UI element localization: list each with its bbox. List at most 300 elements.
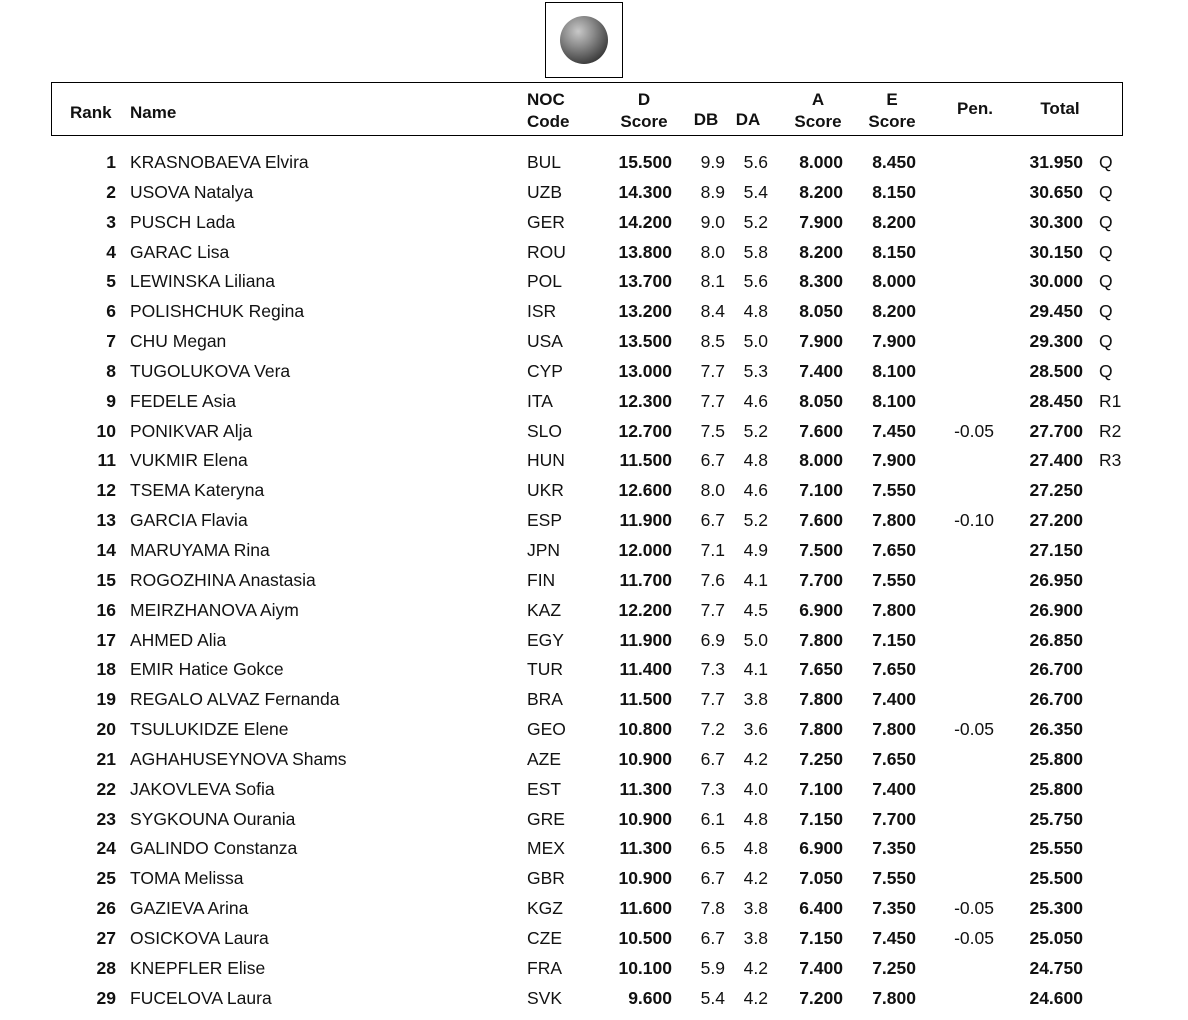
da-value: 4.8 xyxy=(743,838,768,859)
noc-code: TUR xyxy=(527,659,563,680)
table-row xyxy=(0,446,1188,476)
noc-code: AZE xyxy=(527,748,562,769)
total-score: 25.550 xyxy=(1029,838,1083,859)
noc-code: KAZ xyxy=(527,599,562,620)
noc-code: CYP xyxy=(527,360,563,381)
total-score: 24.750 xyxy=(1029,957,1083,978)
apparatus-logo xyxy=(545,2,623,78)
athlete-name: KRASNOBAEVA Elvira xyxy=(130,152,309,172)
db-value: 5.4 xyxy=(700,987,725,1008)
noc-code: UZB xyxy=(527,181,562,202)
athlete-name: MARUYAMA Rina xyxy=(130,539,270,560)
total-score: 27.250 xyxy=(1029,480,1083,501)
e-score: 8.200 xyxy=(872,211,916,232)
a-score: 7.900 xyxy=(799,331,843,352)
db-value: 8.1 xyxy=(700,271,725,292)
da-value: 3.8 xyxy=(743,898,768,919)
a-score: 7.800 xyxy=(799,719,843,740)
d-score: 12.000 xyxy=(618,539,672,560)
total-score: 25.050 xyxy=(1029,927,1083,948)
da-value: 4.2 xyxy=(743,868,768,889)
athlete-name: PONIKVAR Alja xyxy=(130,420,253,441)
a-score: 7.800 xyxy=(799,689,843,710)
total-score: 24.600 xyxy=(1029,987,1083,1008)
rank-cell: 6 xyxy=(106,301,116,322)
noc-code: EGY xyxy=(527,629,564,650)
da-value: 4.9 xyxy=(743,539,768,560)
e-score: 7.400 xyxy=(872,689,916,710)
penalty: -0.05 xyxy=(954,420,994,441)
table-row xyxy=(0,178,1188,208)
db-value: 9.0 xyxy=(700,211,725,232)
da-value: 4.5 xyxy=(743,599,768,620)
athlete-name: PUSCH Lada xyxy=(130,211,236,232)
total-score: 29.300 xyxy=(1029,331,1083,352)
db-value: 6.7 xyxy=(700,868,725,889)
e-score: 7.450 xyxy=(872,927,916,948)
da-value: 4.1 xyxy=(743,659,768,680)
d-score: 12.600 xyxy=(618,480,672,501)
table-row xyxy=(0,984,1188,1014)
db-value: 7.7 xyxy=(700,360,725,381)
da-value: 5.0 xyxy=(743,629,768,650)
da-value: 4.2 xyxy=(743,957,768,978)
rank-cell: 27 xyxy=(96,927,116,948)
total-score: 26.850 xyxy=(1029,629,1083,650)
a-score: 7.050 xyxy=(799,868,843,889)
e-score: 7.900 xyxy=(872,331,916,352)
athlete-name: KNEPFLER Elise xyxy=(130,957,266,978)
noc-code: SVK xyxy=(527,987,563,1008)
da-value: 5.6 xyxy=(743,271,768,292)
noc-code: CZE xyxy=(527,927,562,948)
table-row xyxy=(0,566,1188,596)
da-value: 4.8 xyxy=(743,808,768,829)
noc-code: ISR xyxy=(527,301,557,322)
noc-code: POL xyxy=(527,271,563,292)
d-score: 13.500 xyxy=(618,331,672,352)
db-value: 7.1 xyxy=(700,539,725,560)
table-row xyxy=(0,297,1188,327)
noc-code: HUN xyxy=(527,450,565,471)
e-score: 8.000 xyxy=(872,271,916,292)
e-score: 7.700 xyxy=(872,808,916,829)
a-score: 7.650 xyxy=(799,659,843,680)
rank-cell: 29 xyxy=(96,987,116,1008)
athlete-name: VUKMIR Elena xyxy=(130,450,248,471)
a-score: 7.150 xyxy=(799,927,843,948)
d-score: 12.300 xyxy=(618,390,672,411)
da-value: 4.1 xyxy=(743,569,768,590)
db-value: 7.3 xyxy=(700,778,725,799)
table-row xyxy=(0,417,1188,447)
db-value: 8.9 xyxy=(700,181,725,202)
a-score: 7.900 xyxy=(799,211,843,232)
rank-cell: 20 xyxy=(96,719,116,740)
noc-code: UKR xyxy=(527,480,564,501)
noc-code: KGZ xyxy=(527,898,563,919)
rank-cell: 24 xyxy=(96,838,116,859)
noc-code: EST xyxy=(527,778,562,799)
e-score: 7.900 xyxy=(872,450,916,471)
rank-cell: 23 xyxy=(96,808,116,829)
total-score: 30.300 xyxy=(1029,211,1083,232)
d-score: 13.700 xyxy=(618,271,672,292)
d-score: 14.200 xyxy=(618,211,672,232)
total-score: 26.950 xyxy=(1029,569,1083,590)
a-score: 8.050 xyxy=(799,390,843,411)
athlete-name: JAKOVLEVA Sofia xyxy=(130,778,275,799)
total-score: 29.450 xyxy=(1029,301,1083,322)
e-score: 7.350 xyxy=(872,898,916,919)
d-score: 11.400 xyxy=(619,659,672,680)
noc-code: ROU xyxy=(527,241,566,262)
a-score: 8.000 xyxy=(799,152,843,172)
a-score: 7.400 xyxy=(799,360,843,381)
noc-code: GRE xyxy=(527,808,565,829)
table-row xyxy=(0,148,1188,178)
athlete-name: USOVA Natalya xyxy=(130,181,254,202)
a-score: 7.600 xyxy=(799,510,843,531)
a-score: 7.250 xyxy=(799,748,843,769)
qualification-status: Q xyxy=(1099,271,1113,292)
table-row xyxy=(0,924,1188,954)
total-score: 30.000 xyxy=(1029,271,1083,292)
d-score: 11.700 xyxy=(619,569,672,590)
athlete-name: ROGOZHINA Anastasia xyxy=(130,569,316,590)
db-value: 6.7 xyxy=(700,510,725,531)
table-row xyxy=(0,267,1188,297)
table-row xyxy=(0,745,1188,775)
header-db: DB xyxy=(693,110,719,129)
da-value: 5.6 xyxy=(743,152,768,172)
a-score: 7.800 xyxy=(799,629,843,650)
db-value: 7.6 xyxy=(700,569,725,590)
da-value: 5.2 xyxy=(743,211,768,232)
table-row xyxy=(0,775,1188,805)
noc-code: FIN xyxy=(527,569,556,590)
athlete-name: EMIR Hatice Gokce xyxy=(130,659,284,680)
e-score: 7.800 xyxy=(872,987,916,1008)
rank-cell: 22 xyxy=(96,778,116,799)
db-value: 7.7 xyxy=(700,599,725,620)
table-row xyxy=(0,834,1188,864)
d-score: 14.300 xyxy=(618,181,672,202)
d-score: 10.500 xyxy=(618,927,672,948)
e-score: 7.800 xyxy=(872,599,916,620)
header-total: Total xyxy=(1040,99,1080,118)
da-value: 5.4 xyxy=(743,181,768,202)
d-score: 13.200 xyxy=(618,301,672,322)
da-value: 4.0 xyxy=(743,778,768,799)
d-score: 11.300 xyxy=(619,778,672,799)
db-value: 8.0 xyxy=(700,480,725,501)
header-noc-code: NOC Code xyxy=(527,90,570,131)
qualification-status: Q xyxy=(1099,360,1113,381)
d-score: 10.900 xyxy=(618,748,672,769)
athlete-name: FEDELE Asia xyxy=(130,390,237,411)
rank-cell: 12 xyxy=(96,480,116,501)
a-score: 7.100 xyxy=(799,480,843,501)
da-value: 4.8 xyxy=(743,450,768,471)
rank-cell: 13 xyxy=(96,510,116,531)
noc-code: BRA xyxy=(527,689,563,710)
rank-cell: 18 xyxy=(96,659,116,680)
total-score: 26.700 xyxy=(1029,659,1083,680)
noc-code: USA xyxy=(527,331,563,352)
rank-cell: 14 xyxy=(96,539,116,560)
e-score: 7.650 xyxy=(872,659,916,680)
a-score: 7.600 xyxy=(799,420,843,441)
total-score: 30.150 xyxy=(1029,241,1083,262)
e-score: 8.450 xyxy=(872,152,916,172)
qualification-status: R2 xyxy=(1099,420,1122,441)
rank-cell: 25 xyxy=(96,868,116,889)
rank-cell: 17 xyxy=(96,629,116,650)
a-score: 6.400 xyxy=(799,898,843,919)
qualification-status: R3 xyxy=(1099,450,1122,471)
qualification-status: Q xyxy=(1099,331,1113,352)
db-value: 6.1 xyxy=(700,808,725,829)
da-value: 4.2 xyxy=(743,987,768,1008)
d-score: 10.800 xyxy=(618,719,672,740)
table-row xyxy=(0,715,1188,745)
e-score: 7.650 xyxy=(872,539,916,560)
athlete-name: GARCIA Flavia xyxy=(130,510,248,531)
table-row xyxy=(0,327,1188,357)
db-value: 5.9 xyxy=(700,957,725,978)
penalty: -0.10 xyxy=(954,510,994,531)
rank-cell: 16 xyxy=(96,599,116,620)
noc-code: GER xyxy=(527,211,565,232)
db-value: 7.3 xyxy=(700,659,725,680)
athlete-name: SYGKOUNA Ourania xyxy=(130,808,296,829)
athlete-name: GARAC Lisa xyxy=(130,241,230,262)
noc-code: GBR xyxy=(527,868,565,889)
d-score: 10.900 xyxy=(618,808,672,829)
table-row xyxy=(0,536,1188,566)
da-value: 5.3 xyxy=(743,360,768,381)
e-score: 8.100 xyxy=(872,390,916,411)
penalty: -0.05 xyxy=(954,719,994,740)
noc-code: GEO xyxy=(527,719,566,740)
noc-code: BUL xyxy=(527,152,562,172)
penalty: -0.05 xyxy=(954,898,994,919)
d-score: 11.300 xyxy=(619,838,672,859)
a-score: 7.700 xyxy=(799,569,843,590)
total-score: 26.350 xyxy=(1029,719,1083,740)
da-value: 4.6 xyxy=(743,390,768,411)
total-score: 31.950 xyxy=(1029,152,1083,172)
qualification-status: Q xyxy=(1099,181,1113,202)
athlete-name: OSICKOVA Laura xyxy=(130,927,269,948)
da-value: 5.8 xyxy=(743,241,768,262)
a-score: 6.900 xyxy=(799,838,843,859)
db-value: 6.7 xyxy=(700,927,725,948)
da-value: 3.8 xyxy=(743,927,768,948)
d-score: 10.900 xyxy=(618,868,672,889)
rank-cell: 8 xyxy=(106,360,116,381)
rank-cell: 26 xyxy=(96,898,116,919)
da-value: 5.0 xyxy=(743,331,768,352)
qualification-status: Q xyxy=(1099,152,1113,172)
total-score: 27.150 xyxy=(1029,539,1083,560)
header-name: Name xyxy=(130,103,177,122)
header-e-score: E Score xyxy=(868,90,916,131)
athlete-name: FUCELOVA Laura xyxy=(130,987,272,1008)
rank-cell: 7 xyxy=(106,331,116,352)
total-score: 28.500 xyxy=(1029,360,1083,381)
total-score: 26.700 xyxy=(1029,689,1083,710)
e-score: 7.650 xyxy=(872,748,916,769)
total-score: 25.500 xyxy=(1029,868,1083,889)
a-score: 8.300 xyxy=(799,271,843,292)
qualification-status: Q xyxy=(1099,211,1113,232)
total-score: 25.800 xyxy=(1029,748,1083,769)
qualification-status: Q xyxy=(1099,301,1113,322)
da-value: 4.2 xyxy=(743,748,768,769)
e-score: 8.200 xyxy=(872,301,916,322)
e-score: 7.350 xyxy=(872,838,916,859)
table-row xyxy=(0,894,1188,924)
d-score: 12.700 xyxy=(618,420,672,441)
d-score: 11.600 xyxy=(619,898,672,919)
total-score: 25.800 xyxy=(1029,778,1083,799)
header-rank: Rank xyxy=(70,103,112,122)
a-score: 7.400 xyxy=(799,957,843,978)
noc-code: ESP xyxy=(527,510,563,531)
table-row xyxy=(0,387,1188,417)
d-score: 13.000 xyxy=(618,360,672,381)
e-score: 7.800 xyxy=(872,510,916,531)
results-table xyxy=(0,148,1188,1013)
athlete-name: LEWINSKA Liliana xyxy=(130,271,275,292)
total-score: 27.700 xyxy=(1029,420,1083,441)
db-value: 8.4 xyxy=(700,301,725,322)
rank-cell: 3 xyxy=(106,211,116,232)
d-score: 11.900 xyxy=(619,510,672,531)
d-score: 12.200 xyxy=(618,599,672,620)
da-value: 3.8 xyxy=(743,689,768,710)
a-score: 7.100 xyxy=(799,778,843,799)
db-value: 6.7 xyxy=(700,748,725,769)
db-value: 8.5 xyxy=(700,331,725,352)
e-score: 7.400 xyxy=(872,778,916,799)
noc-code: FRA xyxy=(527,957,562,978)
total-score: 25.300 xyxy=(1029,898,1083,919)
rank-cell: 15 xyxy=(96,569,116,590)
total-score: 26.900 xyxy=(1029,599,1083,620)
table-row xyxy=(0,655,1188,685)
table-row xyxy=(0,805,1188,835)
header-da: DA xyxy=(735,110,761,129)
athlete-name: AHMED Alia xyxy=(130,629,227,650)
athlete-name: TSULUKIDZE Elene xyxy=(130,719,289,740)
table-row xyxy=(0,238,1188,268)
athlete-name: TSEMA Kateryna xyxy=(130,480,265,501)
total-score: 25.750 xyxy=(1029,808,1083,829)
table-row xyxy=(0,476,1188,506)
table-row xyxy=(0,864,1188,894)
d-score: 13.800 xyxy=(618,241,672,262)
athlete-name: TUGOLUKOVA Vera xyxy=(130,360,291,381)
d-score: 11.500 xyxy=(619,450,672,471)
athlete-name: CHU Megan xyxy=(130,331,227,352)
header-a-score: A Score xyxy=(794,90,842,131)
da-value: 5.2 xyxy=(743,420,768,441)
rank-cell: 2 xyxy=(106,181,116,202)
rank-cell: 1 xyxy=(106,152,116,172)
rank-cell: 21 xyxy=(96,748,116,769)
total-score: 27.200 xyxy=(1029,510,1083,531)
db-value: 9.9 xyxy=(700,152,725,172)
total-score: 28.450 xyxy=(1029,390,1083,411)
noc-code: SLO xyxy=(527,420,563,441)
e-score: 7.250 xyxy=(872,957,916,978)
athlete-name: MEIRZHANOVA Aiym xyxy=(130,599,299,620)
total-score: 30.650 xyxy=(1029,181,1083,202)
rank-cell: 4 xyxy=(106,241,116,262)
header-penalty: Pen. xyxy=(957,99,993,118)
athlete-name: AGHAHUSEYNOVA Shams xyxy=(130,748,347,769)
rank-cell: 5 xyxy=(106,271,116,292)
athlete-name: GALINDO Constanza xyxy=(130,838,298,859)
db-value: 7.7 xyxy=(700,689,725,710)
a-score: 7.500 xyxy=(799,539,843,560)
d-score: 11.900 xyxy=(619,629,672,650)
rank-cell: 28 xyxy=(96,957,116,978)
athlete-name: TOMA Melissa xyxy=(130,868,244,889)
a-score: 8.200 xyxy=(799,181,843,202)
header-d-score: D Score xyxy=(620,90,668,131)
e-score: 8.100 xyxy=(872,360,916,381)
d-score: 10.100 xyxy=(618,957,672,978)
e-score: 8.150 xyxy=(872,181,916,202)
noc-code: JPN xyxy=(527,539,561,560)
db-value: 6.9 xyxy=(700,629,725,650)
table-row xyxy=(0,626,1188,656)
e-score: 7.150 xyxy=(872,629,916,650)
e-score: 7.450 xyxy=(872,420,916,441)
db-value: 7.5 xyxy=(700,420,725,441)
d-score: 15.500 xyxy=(618,152,672,172)
db-value: 6.7 xyxy=(700,450,725,471)
db-value: 7.7 xyxy=(700,390,725,411)
e-score: 7.800 xyxy=(872,719,916,740)
db-value: 7.8 xyxy=(700,898,725,919)
athlete-name: POLISHCHUK Regina xyxy=(130,301,305,322)
total-score: 27.400 xyxy=(1029,450,1083,471)
noc-code: ITA xyxy=(527,390,553,411)
rank-cell: 19 xyxy=(96,689,116,710)
e-score: 7.550 xyxy=(872,868,916,889)
table-row xyxy=(0,596,1188,626)
qualification-status: Q xyxy=(1099,241,1113,262)
table-row xyxy=(0,954,1188,984)
table-row xyxy=(0,506,1188,536)
a-score: 8.050 xyxy=(799,301,843,322)
db-value: 6.5 xyxy=(700,838,725,859)
e-score: 7.550 xyxy=(872,480,916,501)
da-value: 5.2 xyxy=(743,510,768,531)
d-score: 9.600 xyxy=(628,987,672,1008)
db-value: 7.2 xyxy=(700,719,725,740)
da-value: 4.6 xyxy=(743,480,768,501)
ball-icon xyxy=(558,14,610,66)
rank-cell: 10 xyxy=(96,420,116,441)
a-score: 8.000 xyxy=(799,450,843,471)
noc-code: MEX xyxy=(527,838,565,859)
